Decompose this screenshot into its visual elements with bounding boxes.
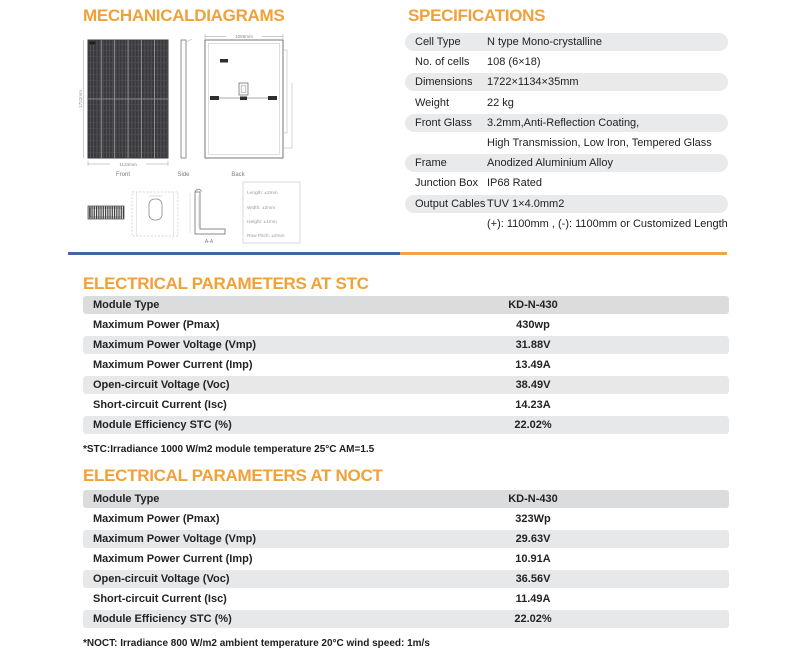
mounting-hole-detail xyxy=(132,192,178,236)
table-row xyxy=(83,570,729,588)
spec-value: High Transmission, Low Iron, Tempered Glass xyxy=(487,136,712,149)
table-row xyxy=(83,396,729,414)
param-label: Maximum Power Current (Imp) xyxy=(93,553,253,565)
spec-value: (+): 1100mm , (-): 1100mm or Customized Length xyxy=(487,217,728,230)
param-value: 13.49A xyxy=(515,359,551,371)
param-value: 323Wp xyxy=(515,513,551,525)
divider-blue-segment xyxy=(68,252,400,255)
frame-cross-section-detail xyxy=(190,189,225,234)
table-row xyxy=(83,490,729,508)
table-row xyxy=(83,510,729,528)
table-row xyxy=(83,610,729,628)
noct-title: ELECTRICAL PARAMETERS AT NOCT xyxy=(83,466,383,485)
param-value: 38.49V xyxy=(515,379,551,391)
tolerance-box xyxy=(243,182,300,243)
param-label: Short-circuit Current (Isc) xyxy=(93,593,227,605)
param-label: Module Efficiency STC (%) xyxy=(93,419,232,431)
table-row xyxy=(405,33,728,51)
table-row xyxy=(83,336,729,354)
table-row xyxy=(405,154,728,172)
table-row xyxy=(83,376,729,394)
param-value: 22.02% xyxy=(514,613,552,625)
junction-box xyxy=(239,83,248,95)
spec-label: Output Cables xyxy=(415,197,486,210)
param-label: Maximum Power Current (Imp) xyxy=(93,359,253,371)
specifications-table xyxy=(405,33,728,235)
spec-value: 22 kg xyxy=(487,96,514,109)
spec-value: TUV 1×4.0mm2 xyxy=(487,197,565,210)
param-label: Maximum Power (Pmax) xyxy=(93,513,220,525)
spec-label: Frame xyxy=(415,157,447,170)
table-row xyxy=(83,296,729,314)
param-label: Maximum Power (Pmax) xyxy=(93,319,220,331)
param-label: Module Type xyxy=(93,299,160,311)
table-row xyxy=(83,590,729,608)
back-view-drawing xyxy=(205,34,292,158)
table-row xyxy=(83,550,729,568)
param-value: 36.56V xyxy=(515,573,551,585)
tolerance-width: Width: ±2mm xyxy=(247,206,276,211)
mechanical-diagrams-figure xyxy=(78,33,308,253)
spec-label: Front Glass xyxy=(415,116,472,129)
front-view-drawing xyxy=(78,40,168,167)
table-row xyxy=(405,53,728,71)
side-view-drawing xyxy=(181,39,192,158)
param-value: 430wp xyxy=(516,319,550,331)
spec-label: Dimensions xyxy=(415,76,473,89)
divider-orange-segment xyxy=(400,252,727,255)
tolerance-row-pitch: Row Pitch: ±2mm xyxy=(247,234,285,239)
param-label: Maximum Power Voltage (Vmp) xyxy=(93,533,256,545)
param-value: 14.23A xyxy=(515,399,551,411)
param-label: Module Type xyxy=(93,493,160,505)
param-value: KD-N-430 xyxy=(508,493,558,505)
back-width-dimension: 1086mm xyxy=(235,34,253,39)
param-value: 29.63V xyxy=(515,533,551,545)
param-value: 31.88V xyxy=(515,339,551,351)
table-row xyxy=(405,73,728,91)
param-label: Maximum Power Voltage (Vmp) xyxy=(93,339,256,351)
stc-table xyxy=(83,296,729,436)
table-row xyxy=(405,94,728,112)
param-value: 22.02% xyxy=(514,419,552,431)
panel-drawings-svg xyxy=(78,33,308,248)
param-value: KD-N-430 xyxy=(508,299,558,311)
spec-label: No. of cells xyxy=(415,56,470,69)
param-label: Module Efficiency STC (%) xyxy=(93,613,232,625)
spec-value: 108 (6×18) xyxy=(487,56,541,69)
spec-value: N type Mono-crystalline xyxy=(487,36,602,48)
noct-footnote: *NOCT: Irradiance 800 W/m2 ambient temperature 20°C wind speed: 1m/s xyxy=(83,638,430,649)
table-row xyxy=(83,416,729,434)
table-row xyxy=(405,174,728,192)
table-row xyxy=(405,195,728,213)
table-row xyxy=(83,530,729,548)
front-view-label: Front xyxy=(115,172,131,178)
table-row xyxy=(405,134,728,152)
cross-section-label: A-A xyxy=(204,239,214,245)
spec-value: 3.2mm,Anti-Reflection Coating, xyxy=(487,116,640,129)
stc-footnote: *STC:Irradiance 1000 W/m2 module temperature 25°C AM=1.5 xyxy=(83,444,375,455)
specifications-title: SPECIFICATIONS xyxy=(408,6,546,25)
param-label: Open-circuit Voltage (Voc) xyxy=(93,379,230,391)
spec-value: Anodized Aluminium Alloy xyxy=(487,157,613,170)
table-row xyxy=(405,114,728,132)
param-value: 10.91A xyxy=(515,553,551,565)
front-height-dimension: 1722mm xyxy=(78,90,83,108)
param-label: Short-circuit Current (Isc) xyxy=(93,399,227,411)
table-row xyxy=(83,356,729,374)
table-row xyxy=(405,215,728,233)
tolerance-height: Height: ±1mm xyxy=(247,220,277,225)
noct-table xyxy=(83,490,729,630)
side-view-label: Side xyxy=(177,172,190,178)
spec-value: 1722×1134×35mm xyxy=(487,76,579,89)
stc-title: ELECTRICAL PARAMETERS AT STC xyxy=(83,274,369,293)
back-view-label: Back xyxy=(231,172,245,178)
spec-value: IP68 Rated xyxy=(487,177,543,190)
section-divider xyxy=(68,252,727,255)
tolerance-length: Length: ±2mm xyxy=(247,191,278,196)
param-label: Open-circuit Voltage (Voc) xyxy=(93,573,230,585)
front-width-dimension: 1134mm xyxy=(119,162,137,167)
param-value: 11.49A xyxy=(515,593,551,605)
spec-label: Cell Type xyxy=(415,36,461,48)
spec-label: Weight xyxy=(415,96,450,109)
mechanical-diagrams-title: MECHANICALDIAGRAMS xyxy=(83,6,285,25)
back-label-sticker xyxy=(220,59,228,63)
spec-label: Junction Box xyxy=(415,177,478,190)
frame-edge-detail xyxy=(88,206,124,219)
table-row xyxy=(83,316,729,334)
